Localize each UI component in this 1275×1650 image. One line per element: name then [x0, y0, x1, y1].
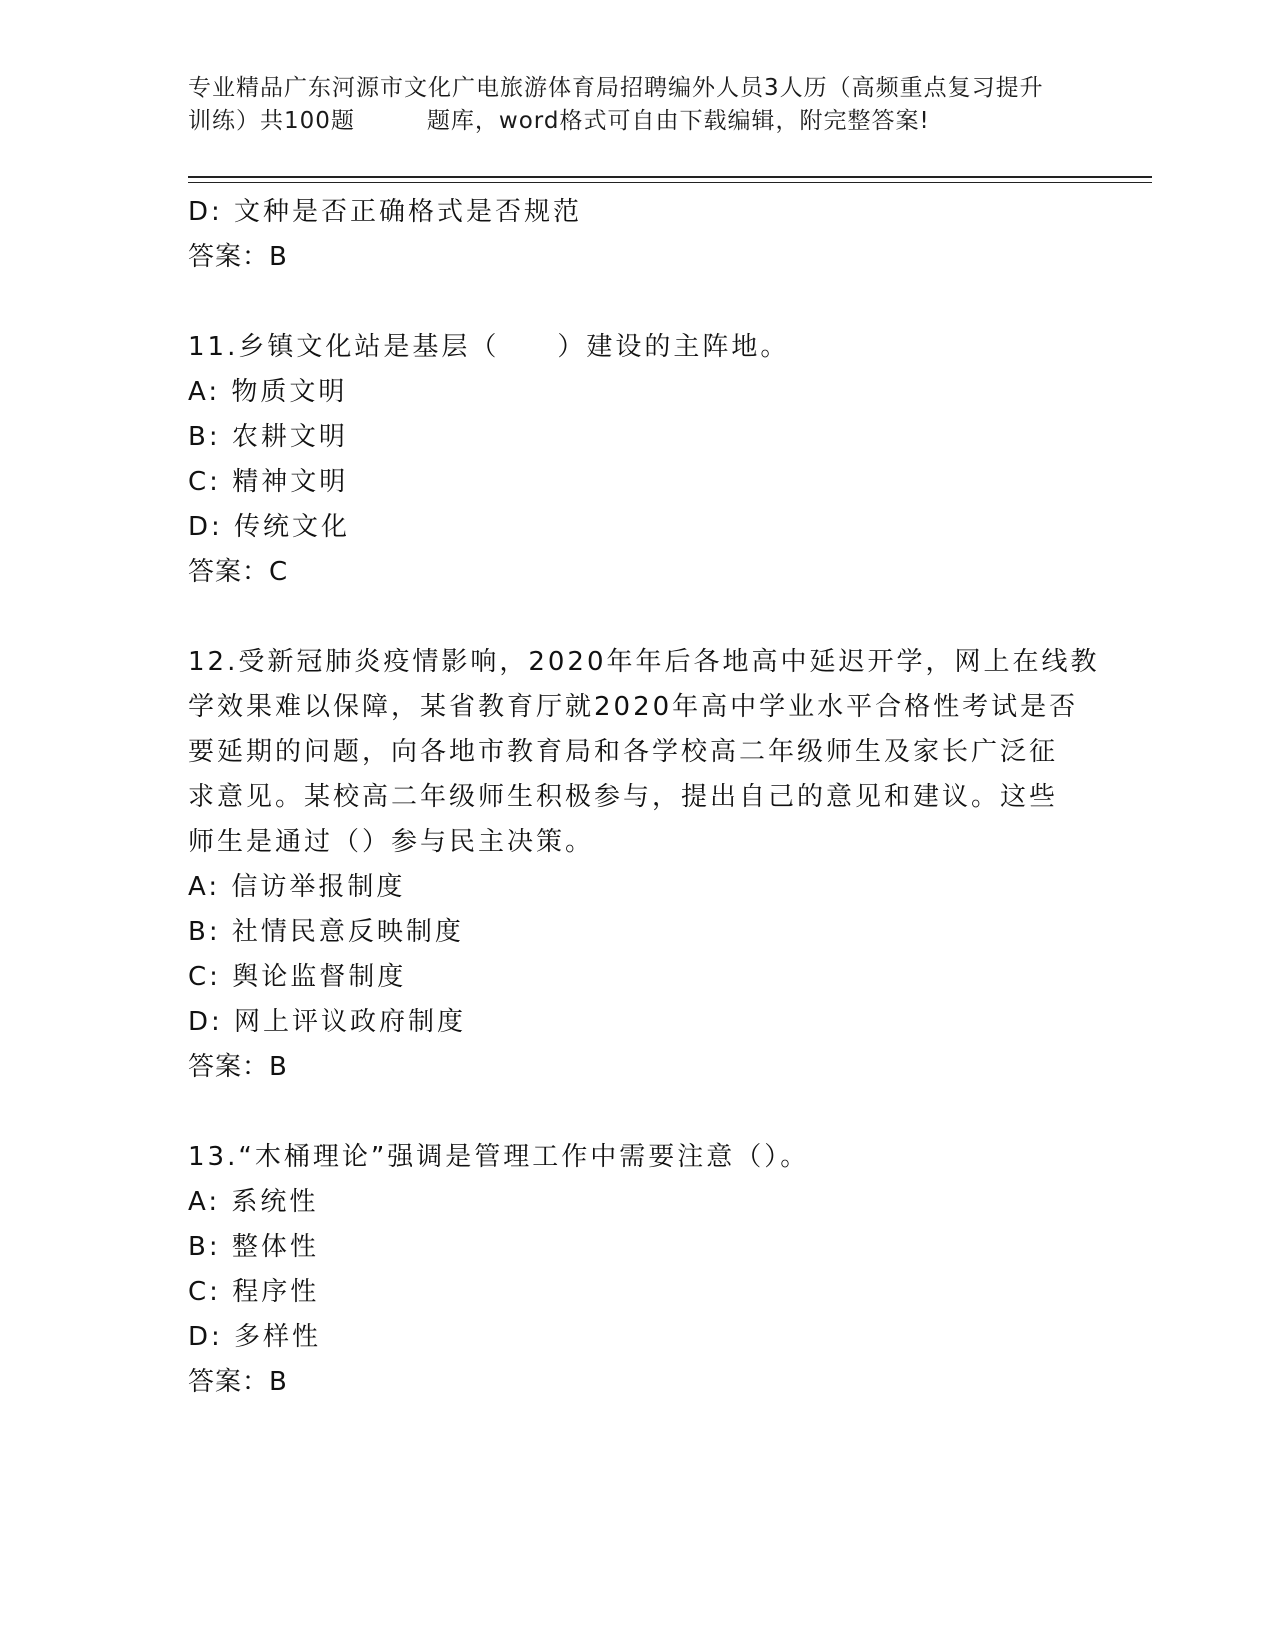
answer-value: B [269, 1052, 288, 1082]
question-stem-line: 求意见。某校高二年级师生积极参与，提出自己的意见和建议。这些 [188, 782, 1059, 812]
question-stem: 11.乡镇文化站是基层（ ）建设的主阵地。 [188, 332, 790, 362]
option-d [188, 190, 1088, 235]
question-stem: 13.“木桶理论”强调是管理工作中需要注意（）。 [188, 1142, 810, 1172]
option-key: D: [188, 1007, 223, 1037]
option-key: D: [188, 512, 223, 542]
answer-value: B [269, 242, 288, 272]
option-text: 舆论监督制度 [232, 962, 407, 992]
answer-line [188, 550, 1088, 595]
option-c [188, 955, 1088, 1000]
option-key: D: [188, 197, 223, 227]
question-stem-line: 学效果难以保障，某省教育厅就2020年高中学业水平合格性考试是否 [188, 692, 1079, 722]
option-key: C: [188, 962, 221, 992]
answer-value: B [269, 1367, 288, 1397]
header-divider-thin [188, 182, 1152, 183]
option-text: 社情民意反映制度 [231, 917, 464, 947]
option-text: 整体性 [231, 1232, 319, 1262]
option-d [188, 1000, 1088, 1045]
option-text: 传统文化 [234, 512, 351, 542]
option-text: 程序性 [232, 1277, 320, 1307]
option-text: 文种是否正确格式是否规范 [234, 197, 583, 227]
answer-label: 答案： [188, 1367, 270, 1397]
option-key: A: [188, 1187, 221, 1217]
option-text: 农耕文明 [231, 422, 348, 452]
answer-label: 答案： [188, 1052, 270, 1082]
option-key: C: [188, 467, 221, 497]
answer-value: C [269, 557, 289, 587]
page-header [188, 72, 1088, 138]
option-text: 物质文明 [231, 377, 348, 407]
option-text: 信访举报制度 [231, 872, 406, 902]
answer-line [188, 1045, 1088, 1090]
option-key: B: [188, 917, 221, 947]
option-key: C: [188, 1277, 221, 1307]
option-d [188, 1315, 1088, 1360]
question-block-prev [188, 190, 1088, 280]
question-list [188, 190, 1100, 1405]
option-c [188, 1270, 1088, 1315]
answer-label: 答案： [188, 557, 270, 587]
answer-line [188, 1360, 1088, 1405]
option-a [188, 370, 1088, 415]
option-text: 精神文明 [232, 467, 349, 497]
option-b [188, 1225, 1088, 1270]
question-stem-line: 要延期的问题，向各地市教育局和各学校高二年级师生及家长广泛征 [188, 737, 1059, 767]
option-text: 系统性 [231, 1187, 319, 1217]
answer-line [188, 235, 1088, 280]
question-block-13 [188, 1135, 1088, 1405]
question-stem-line: 师生是通过（）参与民主决策。 [188, 827, 595, 857]
option-text: 网上评议政府制度 [234, 1007, 467, 1037]
option-key: B: [188, 422, 221, 452]
option-b [188, 415, 1088, 460]
option-a [188, 865, 1088, 910]
header-divider-thick [188, 176, 1152, 178]
option-b [188, 910, 1088, 955]
option-key: A: [188, 377, 221, 407]
header-title-line2 [188, 105, 1088, 138]
option-key: D: [188, 1322, 223, 1352]
option-a [188, 1180, 1088, 1225]
option-d [188, 505, 1088, 550]
question-stem-line: 12.受新冠肺炎疫情影响，2020年年后各地高中延迟开学，网上在线教 [188, 647, 1100, 677]
header-title-line1: 专业精品广东河源市文化广电旅游体育局招聘编外人员3人历（高频重点复习提升 [188, 75, 1044, 101]
header-title-line2-a: 训练）共100题 [188, 108, 355, 134]
option-text: 多样性 [234, 1322, 322, 1352]
question-block-12 [188, 640, 1100, 1090]
option-c [188, 460, 1088, 505]
question-block-11 [188, 325, 1088, 595]
option-key: A: [188, 872, 221, 902]
answer-label: 答案： [188, 242, 270, 272]
header-title-line2-b: 题库，word格式可自由下载编辑，附完整答案! [426, 108, 930, 134]
option-key: B: [188, 1232, 221, 1262]
